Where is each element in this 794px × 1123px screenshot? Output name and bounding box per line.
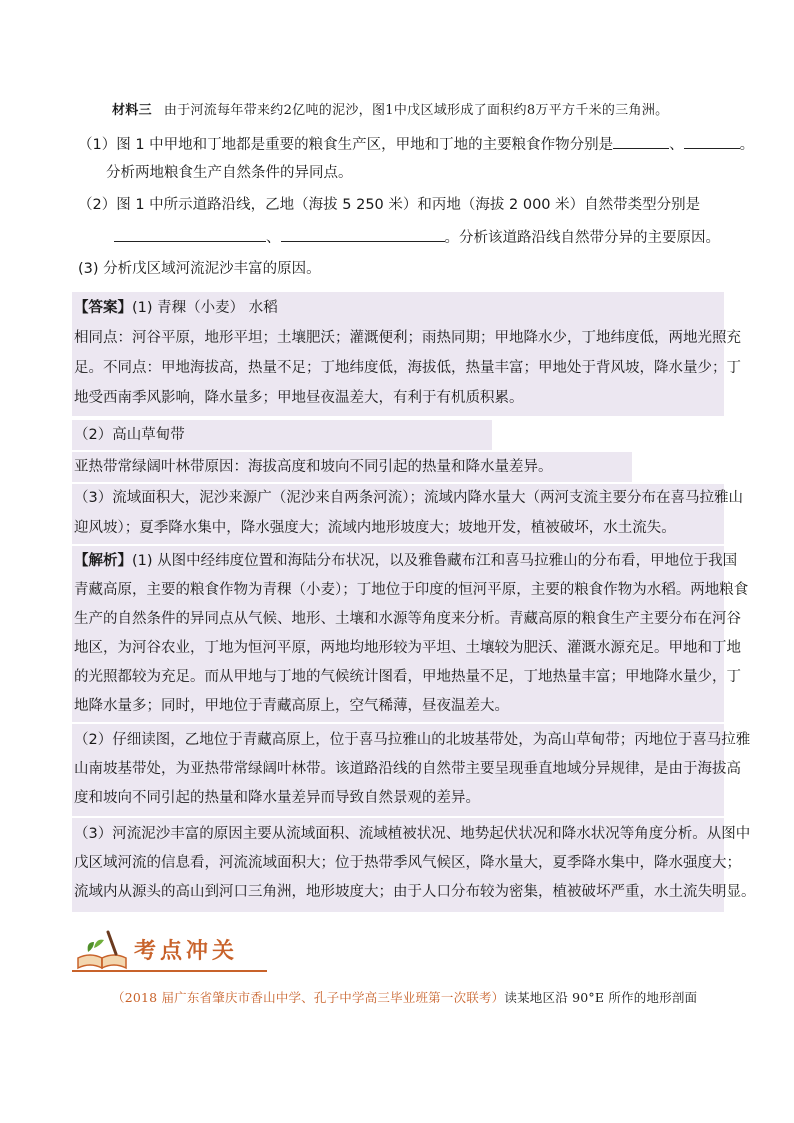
analysis-1-line-3: 生产的自然条件的异同点从气候、地形、土壤和水源等角度来分析。青藏高原的粮食生产主要分布在河谷	[74, 611, 741, 627]
banner-underline	[72, 970, 267, 972]
analysis-3-line-2: 戊区域河流的信息看，河流流域面积大；位于热带季风气候区，降水量大，夏季降水集中，降水强度大；	[74, 855, 741, 871]
answer-3-line-2: 迎风坡）；夏季降水集中，降水强度大；流域内地形坡度大；坡地开发，植被破坏，水土流失。	[74, 520, 676, 536]
analysis-1-line-6: 地降水量多；同时，甲地位于青藏高原上，空气稀薄，昼夜温差大。	[74, 698, 509, 714]
analysis-2-line-1: （2）仔细读图，乙地位于青藏高原上，位于喜马拉雅山的北坡基带处，为高山草甸带；丙地位于喜马拉雅	[74, 732, 751, 748]
period: 。	[739, 137, 755, 153]
book-pen-icon	[74, 924, 132, 972]
analysis-1-line-4: 地区，为河谷农业，丁地为恒河平原，两地均地形较为平坦、土壤较为肥沃、灌溉水源充足。甲地和丁地	[74, 640, 741, 656]
section-banner	[72, 924, 267, 974]
answer-line-1	[72, 298, 278, 318]
material-text: 由于河流每年带来约2亿吨的泥沙，图1中戊区域形成了面积约8万平方千米的三角洲。	[163, 103, 669, 118]
material-three	[112, 99, 752, 118]
answer-blank	[114, 227, 266, 242]
analysis-1-line-5: 的光照都较为充足。而从甲地与丁地的气候统计图看，甲地热量不足，丁地热量丰富；甲地降水量少，丁	[74, 669, 741, 685]
answer-2-head: （2）高山草甸带	[74, 427, 185, 443]
answer-blank	[613, 134, 669, 149]
question-3: (3) 分析戊区域河流泥沙丰富的原因。	[78, 261, 321, 277]
analysis-3-line-3: 流域内从源头的高山到河口三角洲，地形坡度大；由于人口分布较为密集，植被破坏严重，水土流失明显。	[74, 884, 756, 900]
answer-2-line: 亚热带常绿阔叶林带原因：海拔高度和坡向不同引起的热量和降水量差异。	[74, 459, 553, 475]
question-2-line-2	[114, 227, 720, 248]
source-line	[112, 988, 697, 1006]
question-1-line-2: 分析两地粮食生产自然条件的异同点。	[106, 165, 353, 181]
answer-blank	[281, 227, 445, 242]
answer-analysis-box	[72, 292, 756, 912]
source-text: 读某地区沿 90°E 所作的地形剖面	[504, 990, 698, 1005]
analysis-3-line-1: （3）河流泥沙丰富的原因主要从流域面积、流域植被状况、地势起伏状况和降水状况等角度分析。从图中	[74, 826, 751, 842]
answer-blank	[684, 134, 740, 149]
analysis-tag: 【解析】	[74, 553, 132, 569]
material-label: 材料三	[112, 103, 152, 118]
analysis-1-text: (1) 从图中经纬度位置和海陆分布状况，以及雅鲁藏布江和喜马拉雅山的分布看，甲地位于我国	[132, 553, 738, 569]
separator: 、	[266, 230, 281, 246]
question-2-text: 。分析该道路沿线自然带分异的主要原因。	[444, 230, 720, 246]
question-1-text: （1）图 1 中甲地和丁地都是重要的粮食生产区，甲地和丁地的主要粮食作物分别是	[78, 137, 614, 153]
source-tag: （2018 届广东省肇庆市香山中学、孔子中学高三毕业班第一次联考）	[112, 990, 505, 1005]
question-2-line-1: （2）图 1 中所示道路沿线，乙地（海拔 5 250 米）和丙地（海拔 2 000 米）自然带类型分别是	[78, 197, 701, 213]
answer-3-line-1: （3）流域面积大，泥沙来源广（泥沙来自两条河流）；流域内降水量大（两河支流主要分布在喜马拉雅山	[74, 490, 743, 506]
analysis-1-line-2: 青藏高原，主要的粮食作物为青稞（小麦）；丁地位于印度的恒河平原，主要的粮食作物为水稻。两地粮食	[74, 582, 749, 598]
banner-title: 考点冲关	[134, 938, 239, 964]
analysis-1-line-1	[72, 551, 737, 571]
answer-1-head: (1) 青稞（小麦） 水稻	[132, 300, 278, 316]
answer-line-4: 地受西南季风影响，降水量多；甲地昼夜温差大，有利于有机质积累。	[74, 390, 524, 406]
answer-line-3: 足。不同点：甲地海拔高，热量不足；丁地纬度低，海拔低，热量丰富；甲地处于背风坡，降水量少；丁	[74, 360, 741, 376]
answer-tag: 【答案】	[74, 300, 132, 316]
analysis-2-line-3: 度和坡向不同引起的热量和降水量差异而导致自然景观的差异。	[74, 790, 480, 806]
separator: 、	[669, 137, 684, 153]
question-1-line-1	[78, 134, 754, 155]
answer-line-2: 相同点：河谷平原，地形平坦；土壤肥沃；灌溉便利；雨热同期；甲地降水少，丁地纬度低，两地光照充	[74, 330, 741, 346]
analysis-2-line-2: 山南坡基带处，为亚热带常绿阔叶林带。该道路沿线的自然带主要呈现垂直地域分异规律，是由于海拔高	[74, 761, 741, 777]
